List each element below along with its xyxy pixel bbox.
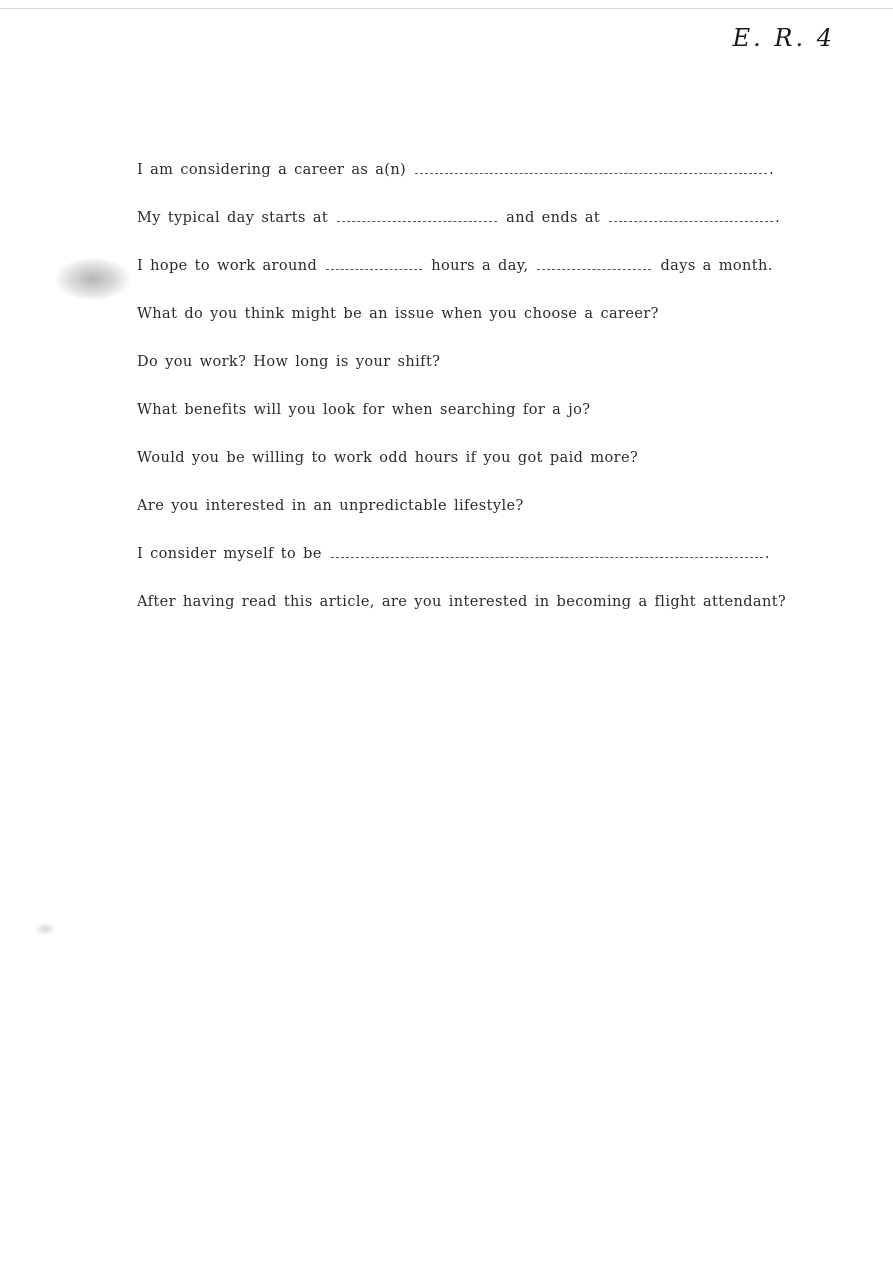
flight-attendant-question: After having read this article, are you interested in becoming a flight attendant? [137,594,787,610]
self-description-suffix: . [764,546,770,562]
days-blank[interactable] [537,255,651,270]
self-description-blank[interactable] [331,543,763,558]
work-hours-suffix: days a month. [660,258,773,274]
work-hours-line [137,254,773,302]
top-rule [0,8,893,9]
handwritten-mark: E. R. 4 [732,24,835,52]
shift-question: Do you work? How long is your shift? [137,354,441,370]
start-time-blank[interactable] [337,207,497,222]
career-suffix: . [769,162,775,178]
typical-day-line [137,206,781,254]
self-description-line [137,542,770,590]
scan-speck [34,922,56,936]
career-blank[interactable] [415,159,767,174]
self-description-prefix: I consider myself to be [137,546,322,562]
lifestyle-question: Are you interested in an unpredictable lifestyle? [137,498,524,514]
end-time-blank[interactable] [609,207,773,222]
typical-day-prefix: My typical day starts at [137,210,329,226]
worksheet [137,158,787,638]
work-hours-prefix: I hope to work around [137,258,318,274]
work-hours-middle: hours a day, [431,258,529,274]
hours-blank[interactable] [326,255,422,270]
odd-hours-question: Would you be willing to work odd hours if you got paid more? [137,450,639,466]
typical-day-suffix: . [775,210,781,226]
career-line [137,158,775,206]
typical-day-middle: and ends at [506,210,601,226]
scan-smudge [56,258,130,300]
career-prefix: I am considering a career as a(n) [137,162,407,178]
career-issue-question: What do you think might be an issue when you choose a career? [137,306,659,322]
benefits-question: What benefits will you look for when searching for a jo? [137,402,591,418]
